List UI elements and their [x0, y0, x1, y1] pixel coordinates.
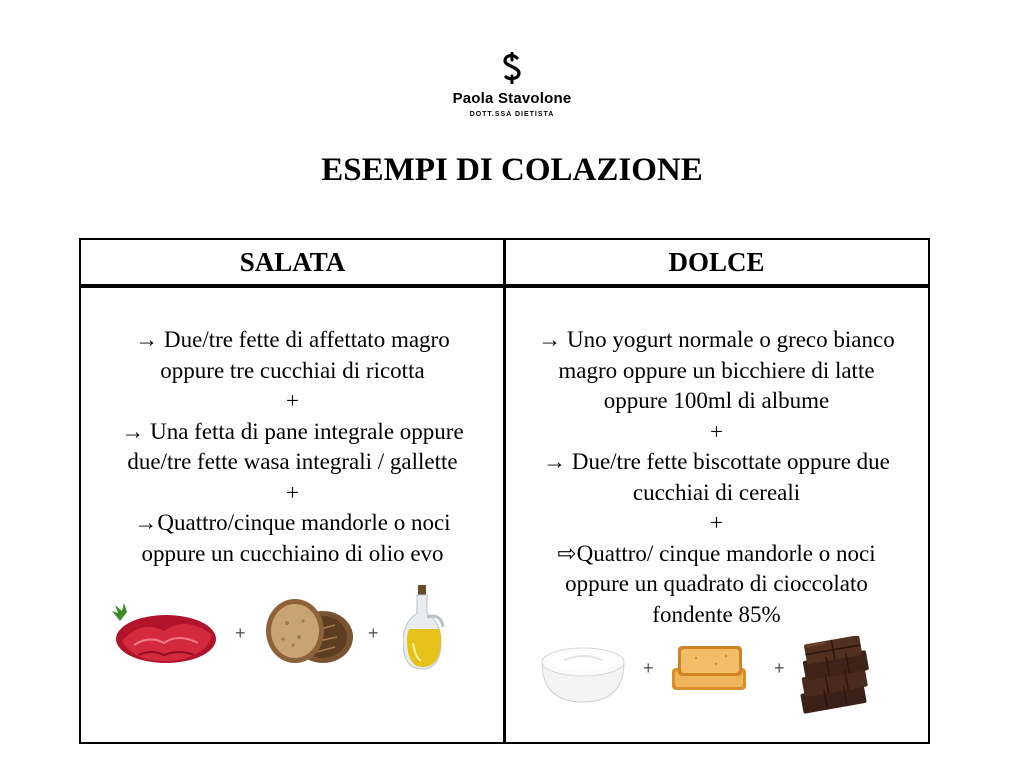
dolce-header-cell: [503, 238, 930, 286]
salata-header-cell: [79, 238, 506, 286]
salata-plus: +: [286, 388, 299, 413]
salata-line: oppure tre cucchiai di ricotta: [160, 357, 425, 383]
dolce-line: oppure 100ml di albume: [603, 388, 830, 413]
plus-sign: +: [774, 658, 785, 678]
salata-food-images: [108, 583, 453, 673]
olive-oil-cruet-icon: [403, 583, 447, 671]
dolce-plus: +: [710, 510, 723, 535]
rusks-icon: [668, 642, 750, 696]
bresaola-slices-icon: [108, 601, 223, 669]
plus-sign: +: [235, 623, 246, 643]
brand-subtitle: DOTT.SSA DIETISTA: [469, 111, 555, 118]
page-title: ESEMPI DI COLAZIONE: [321, 152, 703, 188]
salata-plus: +: [286, 479, 299, 505]
dolce-content: [508, 325, 925, 630]
salata-line: oppure un cucchiaino di olio evo: [141, 540, 444, 566]
plus-sign: +: [643, 658, 654, 678]
dark-chocolate-icon: [792, 636, 876, 720]
dolce-food-images: [540, 636, 880, 722]
dolce-line: oppure un quadrato di cioccolato: [565, 571, 868, 596]
brand-name: Paola Stavolone: [452, 90, 572, 107]
salata-line: due/tre fette wasa integrali / gallette: [127, 449, 458, 474]
salata-line: →Quattro/cinque mandorle o noci: [134, 510, 451, 535]
dolce-line: magro oppure un bicchiere di latte: [558, 357, 875, 383]
dolce-line: ⇨Quattro/ cinque mandorle o noci: [557, 540, 876, 566]
salata-line: → Due/tre fette di affettato magro: [135, 327, 450, 352]
dolce-header: DOLCE: [668, 246, 765, 277]
salata-content: [84, 325, 501, 569]
dolce-line: → Due/tre fette biscottate oppure due: [543, 449, 890, 474]
wholegrain-bread-icon: [263, 593, 355, 669]
dolce-plus: +: [710, 418, 723, 444]
dolce-line: → Uno yogurt normale o greco bianco: [538, 327, 895, 352]
yogurt-bowl-icon: [540, 640, 626, 704]
plus-sign: +: [368, 623, 379, 643]
logo-mark-icon: [500, 52, 524, 84]
salata-header: SALATA: [239, 246, 346, 277]
dolce-line: cucchiai di cereali: [632, 479, 801, 505]
salata-line: → Una fetta di pane integrale oppure: [121, 418, 464, 444]
dolce-line: fondente 85%: [652, 601, 781, 627]
logo: [0, 52, 1024, 118]
